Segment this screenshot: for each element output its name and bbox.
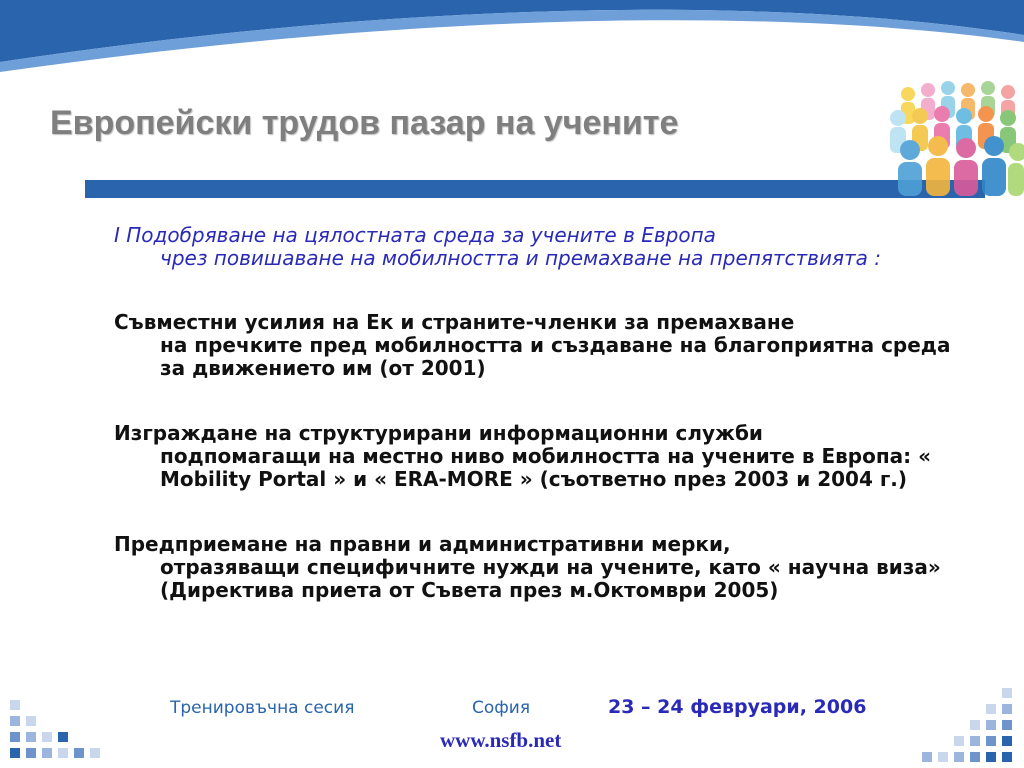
bullet-first-line: Съвместни усилия на Ек и страните-членки за премахване bbox=[114, 310, 795, 334]
title-underline-bar bbox=[85, 180, 985, 198]
footer-date: 23 – 24 февруари, 2006 bbox=[608, 696, 867, 718]
bullet-continuation: на пречките пред мобилността и създаване на благоприятна среда за движението им (от 2001) bbox=[160, 333, 951, 380]
bullet-continuation: подпомагащи на местно ниво мобилността на учените в Европа: « Mobility Portal » и « ERA-MORE » (съответно през 2003 и 2004 г.) bbox=[160, 444, 932, 491]
decorative-squares-left bbox=[10, 700, 110, 766]
lead-continuation: чрез повишаване на мобилността и премахване на препятствията : bbox=[160, 246, 881, 270]
people-crowd-icon bbox=[880, 72, 1024, 202]
footer-url-link[interactable]: www.nsfb.net bbox=[440, 728, 562, 752]
bullet-item bbox=[114, 533, 954, 602]
slide-content bbox=[114, 224, 954, 644]
footer-session: Тренировъчна сесия bbox=[170, 698, 355, 718]
bullet-item bbox=[114, 311, 954, 380]
bullet-continuation: отразяващи специфичните нужди на учените, като « научна виза» (Директива приета от Съвета през м.Октомври 2005) bbox=[160, 555, 941, 602]
lead-heading bbox=[114, 224, 954, 270]
lead-first-line: I Подобряване на цялостната среда за учените в Европа bbox=[114, 223, 716, 247]
footer-city: София bbox=[472, 698, 531, 718]
bullet-first-line: Изграждане на структурирани информационни служби bbox=[114, 421, 763, 445]
bullet-item bbox=[114, 422, 954, 491]
slide-title: Европейски трудов пазар на учените bbox=[50, 104, 679, 142]
top-wave-banner bbox=[0, 0, 1024, 90]
decorative-squares-right bbox=[918, 688, 1018, 766]
bullet-first-line: Предприемане на правни и административни мерки, bbox=[114, 532, 731, 556]
